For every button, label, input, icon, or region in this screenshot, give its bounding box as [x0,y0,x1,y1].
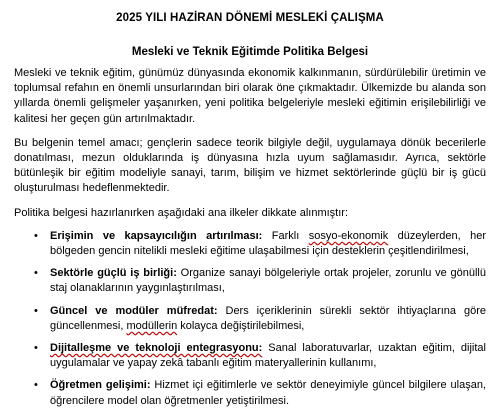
principle-text-tail: kolayca değiştirilebilmesi, [177,319,305,332]
principle-text: Organize sanayi bölgeleriyle ortak projeler, zorunlu ve gönüllü staj olanaklarının yaygınlaştırılması, [50,267,486,295]
list-item [34,304,486,334]
bullet-icon: • [34,342,38,355]
spellcheck-flagged-word: modüllerin [126,319,178,332]
bullet-icon: • [34,379,38,392]
list-item [34,341,486,371]
principle-term: Erişimin ve kapsayıcılığın artırılması: [50,229,263,242]
spellcheck-flagged-word: sosyo-ekonomik [308,229,389,242]
principle-text: Ders içeriklerinin sürekli sektör ihtiyaçlarına göre güncellenmesi, [50,304,486,332]
principle-text-tail: düzeylerden, her bölgeden gencin nitelikli mesleki eğitime ulaşabilmesi için desteklerin çeşitlendirilmesi, [50,229,486,258]
principle-term: Dijitalleşme ve teknoloji entegrasyonu: [50,342,263,355]
bullet-icon: • [34,267,38,280]
intro-paragraph: Mesleki ve teknik eğitim, günümüz dünyasında ekonomik kalkınmanın, sürdürülebilir üretimin ve toplumsal refahın en önemli unsurlarından biri olarak öne çıkmaktadır. Ülkemizde bu alanda son yıllarda önemli gelişmeler yaşanırken, yeni politika belgeleriyle mesleki eğitimin erişilebilirliği ve kalitesi her geçen gün artırılmaktadır. [14,67,486,125]
principles-list [14,229,486,409]
principle-text: Hizmet içi eğitimlerle ve sektör deneyimiyle güncel bilgilere ulaşan, öğrencilere model olan öğretmenler yetiştirilmesi. [50,379,486,407]
bullet-icon: • [34,304,38,317]
document-subtitle: Mesleki ve Teknik Eğitimde Politika Belgesi [131,46,369,58]
principle-term: Güncel ve modüler müfredat: [50,304,218,317]
document-title: 2025 YILI HAZİRAN DÖNEMİ MESLEKİ ÇALIŞMA [116,12,384,24]
list-item [34,229,486,259]
purpose-paragraph: Bu belgenin temel amacı; gençlerin sadece teorik bilgiyle değil, uygulamaya dönük becerilerle donatılması, mezun olduklarında iş dünyasına hızla uyum sağlamasıdır. Ayrıca, sektörle bütünleşik bir eğitim modeliyle sanayi, tarım, bilişim ve hizmet sektörlerinde güçlü bir iş gücü oluşturulması hedeflenmektedir. [14,136,486,195]
list-item [34,266,486,296]
bullet-icon: • [34,229,38,242]
principle-term: Öğretmen gelişimi: [50,379,151,392]
principle-term: Sektörle güçlü iş birliği: [50,267,177,280]
principle-text: Sanal laboratuvarlar, uzaktan eğitim, dijital uygulamalar ve yapay zekâ tabanlı eğitim materyallerinin kullanımı, [50,342,486,370]
principle-text: Farklı [262,229,309,242]
list-item [34,378,486,408]
principles-lead-paragraph: Politika belgesi hazırlanırken aşağıdaki ana ilkeler dikkate alınmıştır: [14,206,349,219]
